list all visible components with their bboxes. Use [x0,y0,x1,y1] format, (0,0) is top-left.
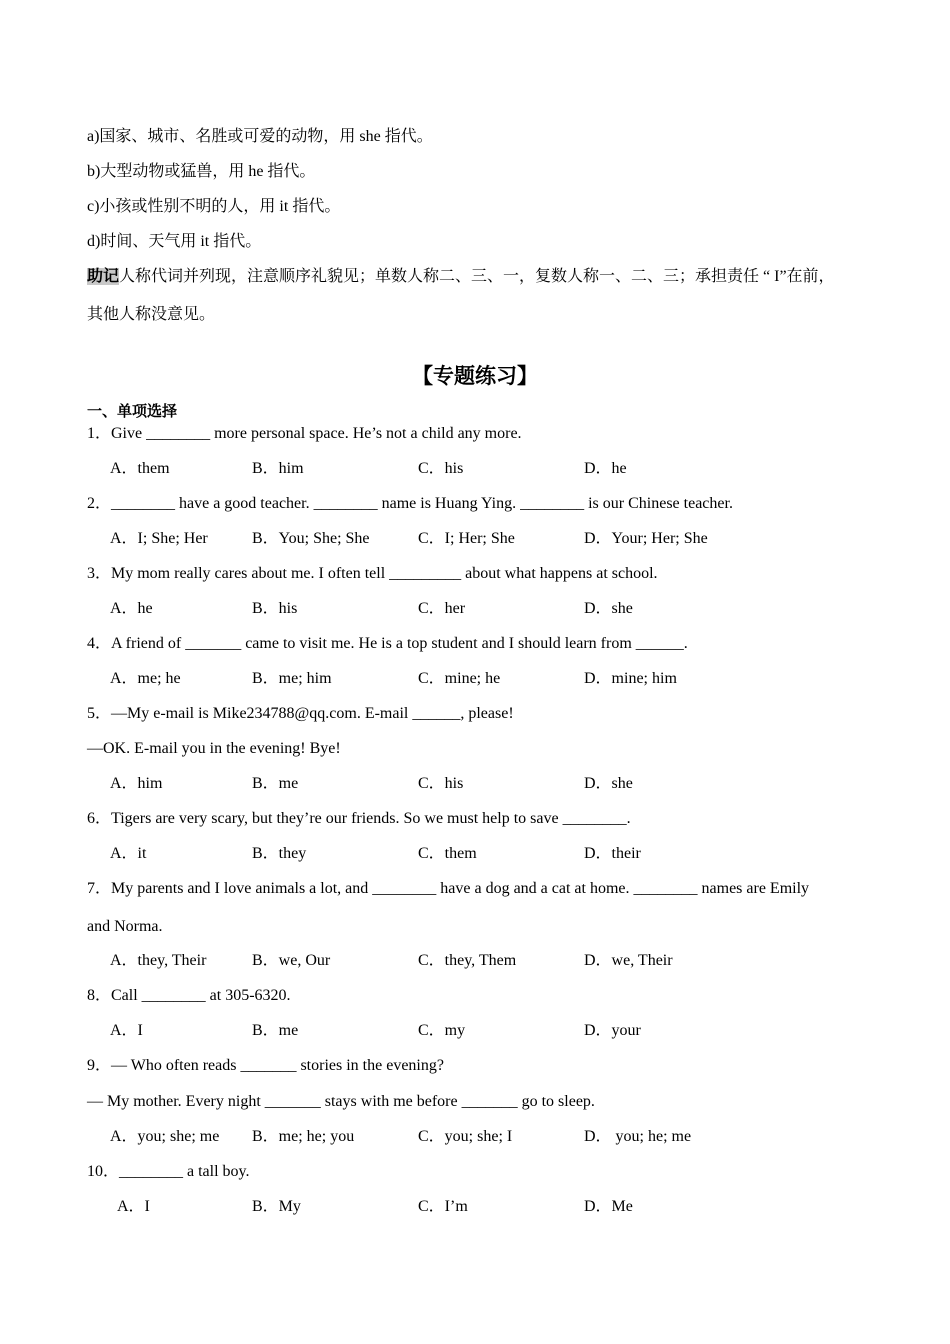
question-2-option-d: D．Your; Her; She [584,530,708,547]
note-b: b)大型动物或猛兽，用 he 指代。 [87,163,316,180]
question-5-option-c: C．his [418,775,464,792]
question-2-option-a: A．I; She; Her [110,530,208,547]
question-10-option-b: B．My [252,1198,301,1215]
question-9-option-a: A．you; she; me [110,1128,220,1145]
question-5-stem: 5．—My e-mail is Mike234788@qq.com. E-mail ______, please! [87,705,514,722]
question-4-option-d: D．mine; him [584,670,677,687]
page-title: 【专题练习】 [412,364,538,388]
question-4-stem: 4．A friend of _______ came to visit me. He is a top student and I should learn from ______. [87,635,688,652]
mnemonic-line-2: 其他人称没意见。 [87,306,216,323]
question-1-option-a: A．them [110,460,170,477]
question-9-stem-reply: — My mother. Every night _______ stays with me before _______ go to sleep. [87,1093,595,1110]
question-5-stem-reply: —OK. E-mail you in the evening! Bye! [87,740,341,757]
question-7-option-a: A．they, Their [110,952,207,969]
note-d: d)时间、天气用 it 指代。 [87,233,262,250]
mnemonic-line-1 [87,267,835,287]
question-6-option-c: C．them [418,845,477,862]
question-7-option-c: C．they, Them [418,952,517,969]
section-heading: 一、单项选择 [87,402,178,420]
question-8-stem: 8．Call ________ at 305-6320. [87,987,291,1004]
question-3-stem: 3．My mom really cares about me. I often tell _________ about what happens at school. [87,565,658,582]
question-4-option-c: C．mine; he [418,670,501,687]
question-8-option-d: D．your [584,1022,641,1039]
question-9-option-b: B．me; he; you [252,1128,355,1145]
question-10-stem: 10．________ a tall boy. [87,1163,250,1180]
question-7-stem: 7．My parents and I love animals a lot, and ________ have a dog and a cat at home. ________ names are Emily [87,880,810,897]
question-6-stem: 6．Tigers are very scary, but they’re our friends. So we must help to save ________. [87,810,631,827]
question-8-option-b: B．me [252,1022,299,1039]
question-7-option-d: D．we, Their [584,952,673,969]
question-3-option-c: C．her [418,600,466,617]
question-2-stem: 2．________ have a good teacher. ________ name is Huang Ying. ________ is our Chinese teacher. [87,495,733,512]
question-6-option-a: A．it [110,845,147,862]
question-3-option-d: D．she [584,600,633,617]
question-10-option-d: D．Me [584,1198,633,1215]
question-3-option-b: B．his [252,600,298,617]
note-a: a)国家、城市、名胜或可爱的动物，用 she 指代。 [87,128,433,145]
question-9-stem: 9．— Who often reads _______ stories in the evening? [87,1057,444,1074]
question-5-option-b: B．me [252,775,299,792]
question-1-option-c: C．his [418,460,464,477]
question-4-option-a: A．me; he [110,670,181,687]
question-7-option-b: B．we, Our [252,952,331,969]
question-9-option-d: D． you; he; me [584,1128,692,1145]
question-6-option-d: D．their [584,845,641,862]
question-7-stem-cont: and Norma. [87,918,163,935]
question-4-option-b: B．me; him [252,670,332,687]
question-9-option-c: C．you; she; I [418,1128,513,1145]
question-8-option-a: A．I [110,1022,143,1039]
question-5-option-a: A．him [110,775,163,792]
question-2-option-c: C．I; Her; She [418,530,515,547]
question-10-option-c: C．I’m [418,1198,468,1215]
question-6-option-b: B．they [252,845,307,862]
mnemonic-tag: 助记 [87,268,120,285]
question-2-option-b: B．You; She; She [252,530,370,547]
note-c: c)小孩或性别不明的人，用 it 指代。 [87,198,341,215]
question-3-option-a: A．he [110,600,153,617]
question-1-option-b: B．him [252,460,304,477]
question-10-option-a: A．I [117,1198,150,1215]
question-1-option-d: D．he [584,460,627,477]
question-8-option-c: C．my [418,1022,466,1039]
mnemonic-text: 人称代词并列现，注意顺序礼貌见；单数人称二、三、一，复数人称一、二、三；承担责任 “ I”在前， [119,268,835,285]
question-5-option-d: D．she [584,775,633,792]
question-1-stem: 1．Give ________ more personal space. He’s not a child any more. [87,425,522,442]
